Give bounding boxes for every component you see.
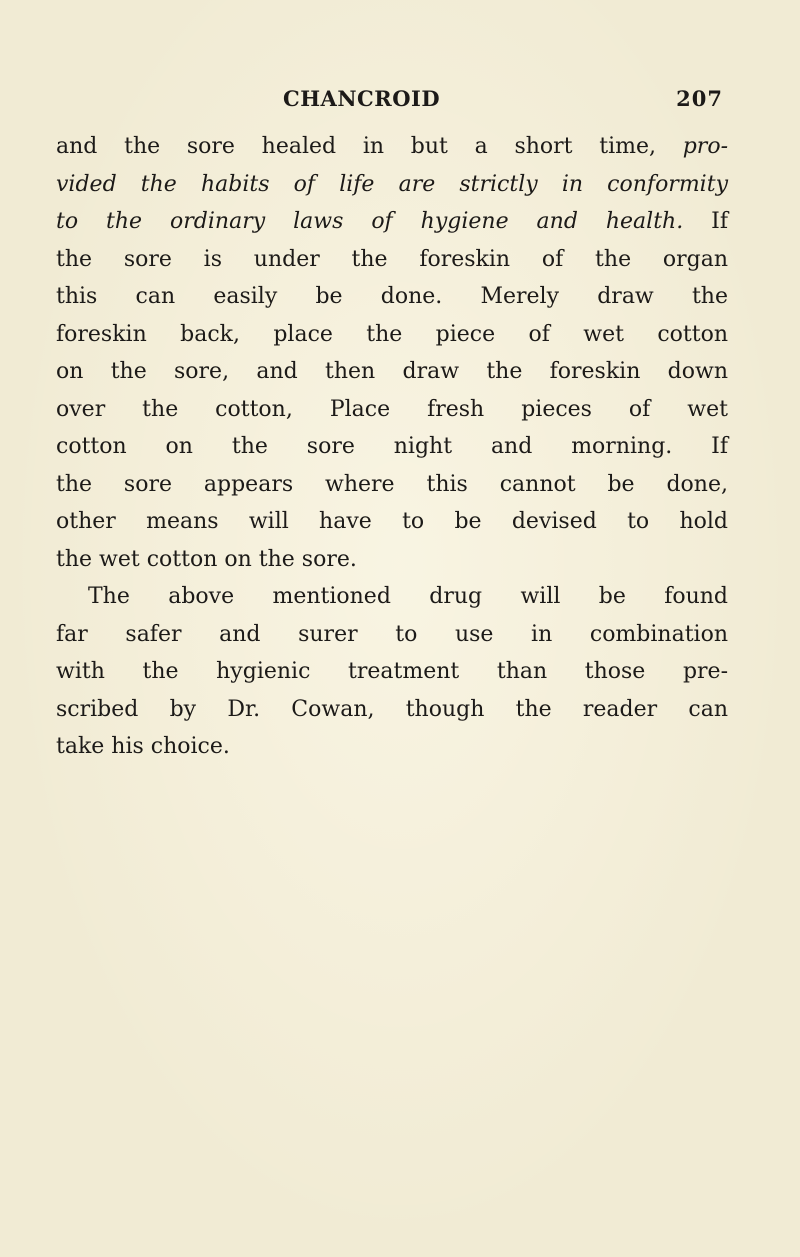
text-line: on the sore, and then draw the foreskin down	[56, 359, 728, 384]
chapter-title: CHANCROID	[283, 86, 441, 111]
text-line: The above mentioned drug will be found	[88, 584, 728, 609]
text-line: other means will have to be devised to hold	[56, 509, 728, 534]
running-head	[278, 86, 723, 116]
text-line: over the cotton, Place fresh pieces of wet	[56, 396, 728, 422]
text-line: and the sore healed in but a short time, pro-	[56, 134, 728, 159]
text-line: take his choice.	[56, 734, 230, 759]
text-line: scribed by Dr. Cowan, though the reader can	[56, 696, 728, 722]
text-line: foreskin back, place the piece of wet cotton	[56, 321, 728, 347]
page-number: 207	[676, 86, 723, 111]
body-text	[56, 128, 728, 766]
text-line: the sore appears where this cannot be done,	[56, 471, 728, 497]
text-line: the wet cotton on the sore.	[56, 546, 357, 572]
text-line: with the hygienic treatment than those pre-	[56, 659, 728, 684]
text-line: vided the habits of life are strictly in conformity	[56, 171, 728, 197]
text-line: this can easily be done. Merely draw the	[56, 284, 728, 309]
text-line: cotton on the sore night and morning. If	[56, 434, 728, 459]
text-line: to the ordinary laws of hygiene and health. If	[56, 209, 728, 234]
text-line: the sore is under the foreskin of the organ	[56, 246, 728, 272]
text-line: far safer and surer to use in combination	[56, 621, 728, 647]
